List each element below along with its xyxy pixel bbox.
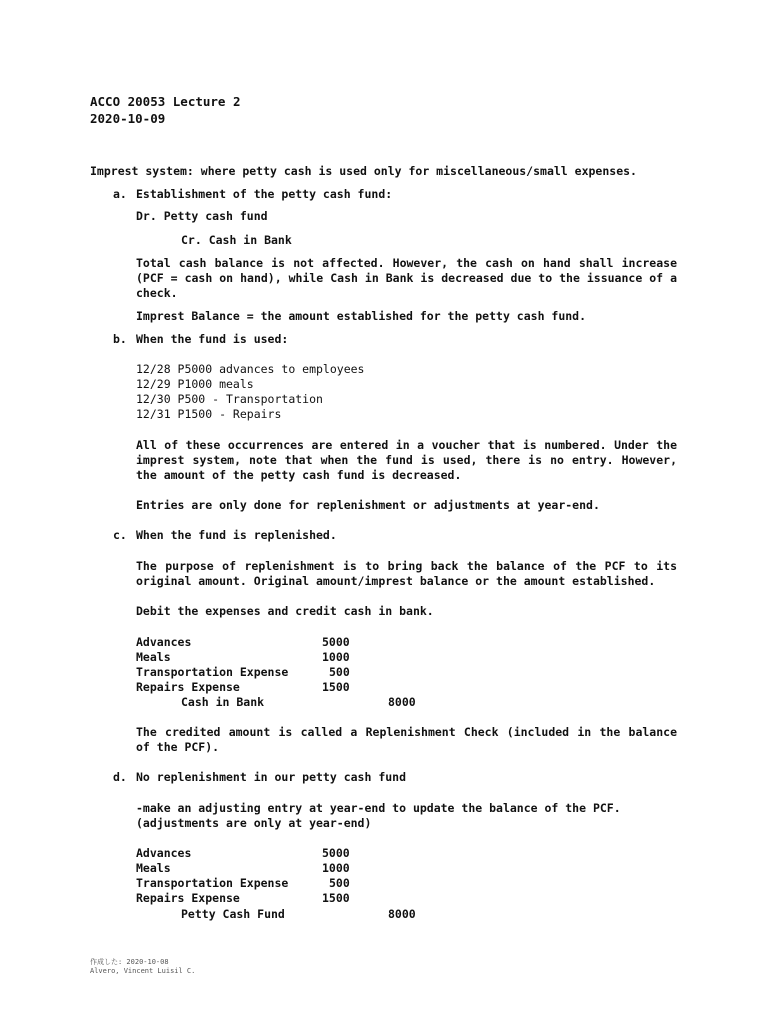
author-name: Alvero, Vincent Luisil C. (90, 967, 196, 975)
journal-amount: 500 (329, 876, 350, 890)
voucher-line: 12/29 P1000 meals (136, 377, 254, 391)
section-c-heading: When the fund is replenished. (136, 528, 337, 542)
journal-account: Transportation Expense (136, 876, 289, 890)
section-c-marker: c. (113, 528, 127, 542)
adjustments-note-line: (adjustments are only at year-end) (136, 816, 372, 830)
debit-credit-paragraph: Debit the expenses and credit cash in bank. (136, 604, 434, 618)
journal-amount: 1000 (322, 861, 350, 875)
journal-account: Repairs Expense (136, 891, 240, 905)
document-footer (90, 958, 195, 976)
journal-amount: 5000 (322, 635, 350, 649)
journal-account: Advances (136, 635, 192, 649)
section-d-marker: d. (113, 770, 127, 784)
section-b-marker: b. (113, 332, 127, 346)
journal-account: Repairs Expense (136, 680, 240, 694)
lecture-title: ACCO 20053 Lecture 2 (90, 94, 241, 109)
journal-amount: 1500 (322, 680, 350, 694)
debit-line: Dr. Petty cash fund (136, 209, 268, 223)
lecture-date: 2020-10-09 (90, 111, 166, 126)
journal-account: Meals (136, 650, 171, 664)
journal-credit-account: Petty Cash Fund (181, 907, 285, 921)
journal-amount: 5000 (322, 846, 350, 860)
total-cash-paragraph: Total cash balance is not affected. However, the cash on hand shall increase (PCF = cash on hand), while Cash in Bank is decreased due to the issuance of a check. (136, 256, 677, 300)
journal-account: Advances (136, 846, 192, 860)
journal-account: Transportation Expense (136, 665, 289, 679)
section-a-marker: a. (113, 187, 127, 201)
voucher-line: 12/30 P500 - Transportation (136, 392, 323, 406)
replenishment-check-paragraph: The credited amount is called a Replenishment Check (included in the balance of the PCF). (136, 725, 677, 754)
purpose-paragraph: The purpose of replenishment is to bring back the balance of the PCF to its original amount. Original amount/imprest balance or the amount established. (136, 559, 677, 588)
journal-credit-amount: 8000 (388, 695, 416, 709)
section-a-heading: Establishment of the petty cash fund: (136, 187, 393, 201)
adjusting-entry-line: -make an adjusting entry at year-end to update the balance of the PCF. (136, 801, 621, 815)
credit-line: Cr. Cash in Bank (181, 233, 292, 247)
voucher-paragraph: All of these occurrences are entered in a voucher that is numbered. Under the imprest system, note that when the fund is used, there is no entry. However, the amount of the petty cash fund is decreased. (136, 438, 677, 482)
journal-amount: 1000 (322, 650, 350, 664)
journal-credit-amount: 8000 (388, 907, 416, 921)
journal-amount: 500 (329, 665, 350, 679)
section-d-heading: No replenishment in our petty cash fund (136, 770, 407, 784)
intro-paragraph: Imprest system: where petty cash is used only for miscellaneous/small expenses. (90, 164, 637, 178)
imprest-balance-paragraph: Imprest Balance = the amount established for the petty cash fund. (136, 309, 587, 323)
journal-amount: 1500 (322, 891, 350, 905)
created-date: 作成した: 2020-10-08 (90, 958, 169, 966)
journal-credit-account: Cash in Bank (181, 695, 265, 709)
voucher-line: 12/28 P5000 advances to employees (136, 362, 365, 376)
entries-paragraph: Entries are only done for replenishment or adjustments at year-end. (136, 498, 600, 512)
section-b-heading: When the fund is used: (136, 332, 289, 346)
voucher-line: 12/31 P1500 - Repairs (136, 407, 282, 421)
journal-account: Meals (136, 861, 171, 875)
